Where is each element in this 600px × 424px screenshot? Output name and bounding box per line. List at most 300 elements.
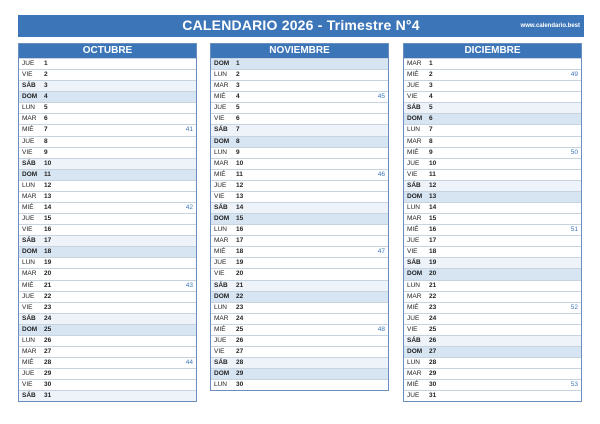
day-row (404, 102, 581, 113)
day-number: 11 (429, 170, 436, 178)
day-number: 27 (429, 348, 437, 356)
weekday-label: JUE (407, 237, 420, 245)
weekday-label: VIE (22, 71, 33, 79)
weekday-label: MIÉ (407, 148, 419, 156)
month-december (403, 43, 582, 402)
day-number: 11 (236, 170, 243, 178)
weekday-label: LUN (407, 281, 421, 289)
day-number: 4 (44, 93, 48, 101)
weekday-label: DOM (214, 215, 230, 223)
day-row (211, 302, 388, 313)
day-number: 23 (236, 303, 244, 311)
day-number: 10 (44, 159, 52, 167)
weekday-label: VIE (407, 170, 418, 178)
day-row (19, 268, 196, 279)
day-number: 12 (429, 181, 437, 189)
day-row (211, 357, 388, 368)
day-number: 13 (236, 192, 244, 200)
day-row (19, 69, 196, 80)
day-number: 5 (236, 104, 240, 112)
day-row (404, 280, 581, 291)
day-number: 3 (236, 82, 240, 90)
day-number: 11 (44, 170, 51, 178)
month-name: NOVIEMBRE (211, 44, 388, 58)
weekday-label: MAR (214, 82, 229, 90)
day-list (19, 58, 196, 401)
page-title: CALENDARIO 2026 - Trimestre N°4 (182, 17, 420, 33)
day-number: 20 (429, 270, 437, 278)
weekday-label: SÁB (214, 126, 228, 134)
day-number: 25 (429, 325, 437, 333)
weekday-label: LUN (22, 104, 36, 112)
weekday-label: VIE (22, 381, 33, 389)
weekday-label: SÁB (407, 336, 421, 344)
weekday-label: VIE (407, 325, 418, 333)
day-row (404, 246, 581, 257)
day-row (211, 102, 388, 113)
day-row (19, 213, 196, 224)
weekday-label: DOM (214, 137, 230, 145)
week-number: 42 (185, 204, 193, 212)
weekday-label: MAR (22, 192, 37, 200)
day-row (19, 335, 196, 346)
day-row (211, 91, 388, 102)
day-row (19, 302, 196, 313)
day-number: 28 (236, 359, 244, 367)
weekday-label: MIÉ (407, 226, 419, 234)
day-number: 26 (429, 336, 437, 344)
weekday-label: VIE (22, 226, 33, 234)
day-row (211, 180, 388, 191)
day-row (404, 180, 581, 191)
day-row (404, 69, 581, 80)
weekday-label: JUE (22, 60, 35, 67)
day-row (404, 224, 581, 235)
day-row (404, 91, 581, 102)
weekday-label: JUE (214, 181, 227, 189)
day-number: 13 (44, 192, 52, 200)
day-number: 8 (236, 137, 240, 145)
day-number: 12 (44, 181, 52, 189)
month-october (18, 43, 197, 402)
day-row (404, 357, 581, 368)
day-row (19, 191, 196, 202)
day-row (19, 291, 196, 302)
weekday-label: LUN (22, 259, 36, 267)
day-number: 15 (44, 215, 52, 223)
day-number: 14 (44, 204, 52, 212)
day-number: 14 (429, 204, 437, 212)
day-row (404, 313, 581, 324)
day-row (404, 368, 581, 379)
weekday-label: DOM (22, 325, 38, 333)
day-number: 27 (236, 348, 244, 356)
day-row (211, 80, 388, 91)
weekday-label: SÁB (407, 181, 421, 189)
day-number: 16 (236, 226, 244, 234)
weekday-label: MIÉ (22, 204, 34, 212)
day-number: 9 (429, 148, 433, 156)
day-row (211, 313, 388, 324)
day-number: 21 (236, 281, 244, 289)
day-number: 16 (429, 226, 437, 234)
weekday-label: VIE (214, 115, 225, 123)
day-row (211, 124, 388, 135)
day-number: 15 (429, 215, 437, 223)
weekday-label: MAR (214, 237, 229, 245)
day-row (19, 246, 196, 257)
day-row (211, 58, 388, 69)
day-number: 1 (44, 60, 48, 67)
day-number: 15 (236, 215, 244, 223)
day-row (19, 58, 196, 69)
day-row (211, 335, 388, 346)
weekday-label: VIE (407, 248, 418, 256)
day-row (19, 202, 196, 213)
weekday-label: LUN (214, 148, 228, 156)
month-name: DICIEMBRE (404, 44, 581, 58)
weekday-label: DOM (22, 170, 38, 178)
day-row (404, 291, 581, 302)
day-row (19, 313, 196, 324)
day-row (211, 158, 388, 169)
weekday-label: MAR (22, 270, 37, 278)
weekday-label: MAR (22, 115, 37, 123)
weekday-label: DOM (22, 93, 38, 101)
weekday-label: DOM (214, 60, 230, 67)
day-number: 31 (429, 392, 437, 400)
day-row (211, 268, 388, 279)
weekday-label: MIÉ (22, 281, 34, 289)
weekday-label: SÁB (22, 82, 36, 90)
day-number: 28 (44, 359, 52, 367)
day-number: 21 (44, 281, 52, 289)
day-number: 6 (429, 115, 433, 123)
day-row (19, 180, 196, 191)
weekday-label: JUE (214, 104, 227, 112)
day-number: 18 (44, 248, 52, 256)
weekday-label: LUN (22, 181, 36, 189)
day-row (211, 113, 388, 124)
day-number: 24 (429, 314, 437, 322)
day-number: 30 (44, 381, 52, 389)
weekday-label: DOM (214, 292, 230, 300)
weekday-label: LUN (214, 381, 228, 389)
day-row (404, 169, 581, 180)
weekday-label: MIÉ (22, 359, 34, 367)
weekday-label: MIÉ (407, 303, 419, 311)
weekday-label: MIÉ (214, 325, 226, 333)
weekday-label: JUE (407, 159, 420, 167)
day-number: 31 (44, 392, 52, 400)
website-label: www.calendario.best (520, 23, 580, 29)
weekday-label: LUN (214, 226, 228, 234)
weekday-label: LUN (407, 204, 421, 212)
day-row (404, 235, 581, 246)
day-row (211, 136, 388, 147)
day-row (211, 235, 388, 246)
day-row (19, 280, 196, 291)
week-number: 46 (377, 170, 385, 178)
weekday-label: LUN (214, 303, 228, 311)
day-number: 10 (236, 159, 244, 167)
weekday-label: DOM (407, 270, 423, 278)
day-row (19, 390, 196, 401)
weekday-label: MIÉ (214, 170, 226, 178)
day-number: 21 (429, 281, 437, 289)
day-row (404, 191, 581, 202)
day-number: 28 (429, 359, 437, 367)
weekday-label: MIÉ (407, 381, 419, 389)
day-number: 18 (429, 248, 437, 256)
day-row (211, 202, 388, 213)
weekday-label: SÁB (22, 392, 36, 400)
day-number: 29 (44, 370, 52, 378)
weekday-label: JUE (22, 292, 35, 300)
day-number: 26 (44, 336, 52, 344)
weekday-label: DOM (407, 348, 423, 356)
weekday-label: JUE (407, 392, 420, 400)
day-number: 19 (236, 259, 244, 267)
day-row (404, 202, 581, 213)
day-number: 12 (236, 181, 244, 189)
day-row (19, 113, 196, 124)
weekday-label: MIÉ (214, 93, 226, 101)
day-list (211, 58, 388, 390)
week-number: 50 (570, 148, 578, 156)
day-number: 22 (236, 292, 244, 300)
day-row (404, 113, 581, 124)
day-row (19, 158, 196, 169)
day-number: 19 (429, 259, 437, 267)
day-number: 2 (236, 71, 240, 79)
weekday-label: DOM (22, 248, 38, 256)
day-number: 24 (44, 314, 52, 322)
day-row (404, 324, 581, 335)
week-number: 41 (185, 126, 193, 134)
weekday-label: MAR (214, 159, 229, 167)
weekday-label: VIE (22, 303, 33, 311)
day-number: 29 (236, 370, 244, 378)
day-number: 7 (236, 126, 240, 134)
day-row (404, 136, 581, 147)
day-number: 4 (429, 93, 433, 101)
day-row (404, 335, 581, 346)
weekday-label: JUE (22, 370, 35, 378)
day-row (404, 379, 581, 390)
weekday-label: SÁB (214, 281, 228, 289)
week-number: 53 (570, 381, 578, 389)
day-number: 5 (44, 104, 48, 112)
day-row (19, 357, 196, 368)
day-row (211, 346, 388, 357)
day-number: 25 (236, 325, 244, 333)
day-number: 9 (236, 148, 240, 156)
day-number: 1 (236, 60, 240, 67)
day-row (19, 169, 196, 180)
day-row (404, 213, 581, 224)
month-november (210, 43, 389, 391)
week-number: 51 (570, 226, 578, 234)
weekday-label: DOM (407, 192, 423, 200)
day-row (211, 224, 388, 235)
day-row (19, 324, 196, 335)
weekday-label: SÁB (22, 159, 36, 167)
weekday-label: LUN (407, 126, 421, 134)
day-number: 7 (44, 126, 48, 134)
weekday-label: LUN (22, 336, 36, 344)
weekday-label: MAR (407, 370, 422, 378)
day-number: 10 (429, 159, 437, 167)
day-row (404, 346, 581, 357)
day-row (211, 379, 388, 390)
weekday-label: VIE (22, 148, 33, 156)
day-row (404, 147, 581, 158)
weekday-label: MAR (407, 137, 422, 145)
day-row (19, 147, 196, 158)
day-number: 7 (429, 126, 433, 134)
day-row (19, 368, 196, 379)
day-number: 5 (429, 104, 433, 112)
day-number: 6 (44, 115, 48, 123)
day-row (19, 257, 196, 268)
weekday-label: MAR (214, 314, 229, 322)
weekday-label: SÁB (22, 237, 36, 245)
weekday-label: JUE (407, 82, 420, 90)
day-number: 16 (44, 226, 52, 234)
weekday-label: MIÉ (214, 248, 226, 256)
day-number: 3 (429, 82, 433, 90)
day-number: 17 (236, 237, 244, 245)
day-number: 2 (429, 71, 433, 79)
day-row (211, 257, 388, 268)
weekday-label: JUE (214, 336, 227, 344)
weekday-label: MAR (407, 292, 422, 300)
day-row (19, 346, 196, 357)
day-number: 19 (44, 259, 52, 267)
weekday-label: SÁB (214, 204, 228, 212)
day-number: 24 (236, 314, 244, 322)
week-number: 44 (185, 359, 193, 367)
weekday-label: JUE (214, 259, 227, 267)
day-number: 6 (236, 115, 240, 123)
day-number: 9 (44, 148, 48, 156)
day-row (211, 69, 388, 80)
day-number: 17 (44, 237, 52, 245)
weekday-label: DOM (214, 370, 230, 378)
weekday-label: MIÉ (407, 71, 419, 79)
day-row (404, 58, 581, 69)
day-number: 27 (44, 348, 52, 356)
week-number: 47 (377, 248, 385, 256)
weekday-label: VIE (407, 93, 418, 101)
day-number: 1 (429, 60, 433, 67)
weekday-label: VIE (214, 348, 225, 356)
weekday-label: SÁB (214, 359, 228, 367)
week-number: 45 (377, 93, 385, 101)
day-number: 14 (236, 204, 244, 212)
day-row (404, 124, 581, 135)
weekday-label: DOM (407, 115, 423, 123)
weekday-label: MAR (407, 60, 422, 67)
month-name: OCTUBRE (19, 44, 196, 58)
weekday-label: JUE (22, 137, 35, 145)
day-number: 23 (429, 303, 437, 311)
weekday-label: SÁB (22, 314, 36, 322)
day-row (211, 368, 388, 379)
weekday-label: SÁB (407, 259, 421, 267)
week-number: 48 (377, 325, 385, 333)
day-row (211, 169, 388, 180)
day-number: 8 (44, 137, 48, 145)
day-number: 4 (236, 93, 240, 101)
day-row (19, 235, 196, 246)
day-row (404, 158, 581, 169)
day-row (19, 102, 196, 113)
weekday-label: MAR (407, 215, 422, 223)
day-number: 20 (44, 270, 52, 278)
day-number: 18 (236, 248, 244, 256)
day-number: 22 (44, 292, 52, 300)
day-row (19, 136, 196, 147)
day-row (404, 257, 581, 268)
day-number: 2 (44, 71, 48, 79)
day-number: 3 (44, 82, 48, 90)
day-number: 25 (44, 325, 52, 333)
day-row (404, 302, 581, 313)
weekday-label: VIE (214, 270, 225, 278)
day-list (404, 58, 581, 401)
day-row (404, 80, 581, 91)
weekday-label: JUE (22, 215, 35, 223)
day-row (211, 191, 388, 202)
day-row (19, 379, 196, 390)
day-row (19, 80, 196, 91)
weekday-label: SÁB (407, 104, 421, 112)
day-row (404, 390, 581, 401)
day-row (211, 213, 388, 224)
day-number: 30 (236, 381, 244, 389)
day-number: 29 (429, 370, 437, 378)
weekday-label: LUN (214, 71, 228, 79)
day-number: 26 (236, 336, 244, 344)
day-number: 22 (429, 292, 437, 300)
day-row (211, 324, 388, 335)
day-number: 8 (429, 137, 433, 145)
weekday-label: VIE (214, 192, 225, 200)
day-row (19, 224, 196, 235)
weekday-label: JUE (407, 314, 420, 322)
day-number: 17 (429, 237, 437, 245)
day-row (211, 291, 388, 302)
day-number: 30 (429, 381, 437, 389)
week-number: 49 (570, 71, 578, 79)
week-number: 43 (185, 281, 193, 289)
day-number: 23 (44, 303, 52, 311)
day-row (211, 246, 388, 257)
day-row (19, 91, 196, 102)
day-number: 20 (236, 270, 244, 278)
week-number: 52 (570, 303, 578, 311)
day-row (19, 124, 196, 135)
weekday-label: LUN (407, 359, 421, 367)
day-row (211, 280, 388, 291)
calendar-header (18, 15, 584, 37)
weekday-label: MIÉ (22, 126, 34, 134)
day-row (211, 147, 388, 158)
weekday-label: MAR (22, 348, 37, 356)
day-row (404, 268, 581, 279)
